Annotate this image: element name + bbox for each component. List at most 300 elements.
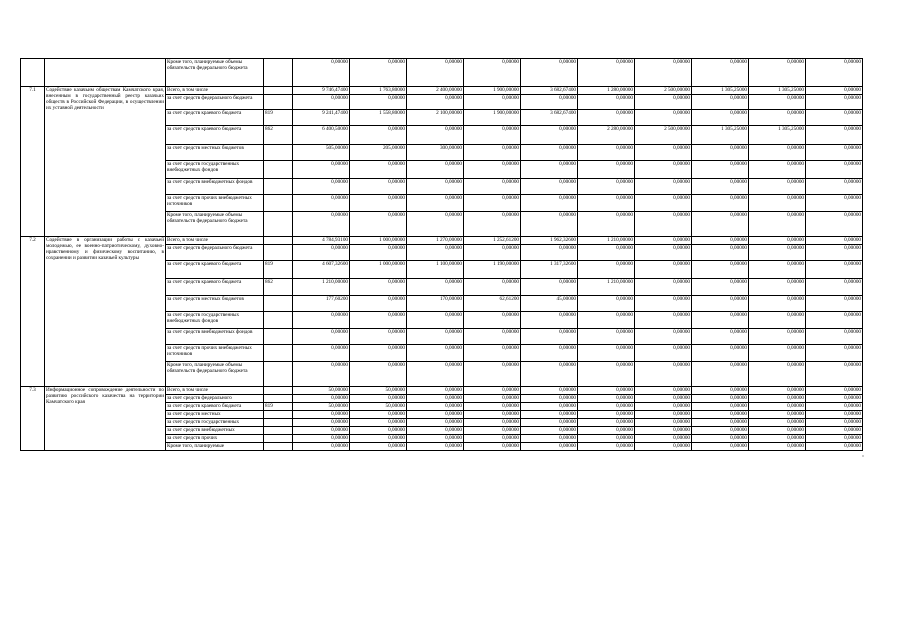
amount-cell: 0,00000 <box>521 403 578 411</box>
funding-source: за счет средств местных бюджетов <box>166 145 264 161</box>
amount-cell: 0,00000 <box>521 195 578 212</box>
amount-cell: 0,00000 <box>464 329 521 345</box>
amount-cell: 0,00000 <box>692 329 749 345</box>
funding-source: за счет средств государственных <box>166 419 264 427</box>
amount-cell: 0,00000 <box>578 387 635 395</box>
budget-code <box>264 443 293 451</box>
amount-cell: 0,00000 <box>749 403 806 411</box>
amount-cell: 0,00000 <box>692 296 749 312</box>
budget-code <box>264 345 293 362</box>
amount-cell: 0,00000 <box>464 411 521 419</box>
amount-cell: 0,00000 <box>578 145 635 161</box>
amount-cell: 0,00000 <box>464 145 521 161</box>
amount-cell: 0,00000 <box>806 145 863 161</box>
amount-cell: 0,00000 <box>464 312 521 329</box>
amount-cell: 0,00000 <box>578 110 635 126</box>
amount-cell: 0,00000 <box>692 435 749 443</box>
amount-cell: 0,00000 <box>635 110 692 126</box>
budget-code <box>264 362 293 387</box>
amount-cell: 6 400,50000 <box>293 126 350 145</box>
amount-cell: 0,00000 <box>692 427 749 435</box>
amount-cell: 0,00000 <box>350 345 407 362</box>
funding-source: за счет средств краевого бюджета <box>166 279 264 296</box>
funding-source: Кроме того, планируемые объемы обязательств федерального бюджета <box>166 59 264 87</box>
amount-cell: 0,00000 <box>692 95 749 110</box>
budget-code <box>264 296 293 312</box>
amount-cell: 0,00000 <box>407 312 464 329</box>
empty-cell <box>45 59 166 87</box>
amount-cell: 1 190,00000 <box>464 261 521 279</box>
amount-cell: 0,00000 <box>692 387 749 395</box>
amount-cell: 1 558,80000 <box>350 110 407 126</box>
amount-cell: 0,00000 <box>749 312 806 329</box>
amount-cell: 0,00000 <box>521 411 578 419</box>
amount-cell: 0,00000 <box>350 279 407 296</box>
amount-cell: 1 100,00000 <box>407 261 464 279</box>
amount-cell: 0,00000 <box>749 145 806 161</box>
amount-cell: 0,00000 <box>635 362 692 387</box>
amount-cell: 0,00000 <box>521 126 578 145</box>
budget-code <box>264 435 293 443</box>
amount-cell: 0,00000 <box>350 443 407 451</box>
amount-cell: 0,00000 <box>407 161 464 179</box>
amount-cell: 1 305,25000 <box>749 87 806 95</box>
amount-cell: 0,00000 <box>521 145 578 161</box>
funding-source: за счет средств федерального бюджета <box>166 95 264 110</box>
amount-cell: 0,00000 <box>635 261 692 279</box>
amount-cell: 0,00000 <box>692 312 749 329</box>
amount-cell: 0,00000 <box>806 59 863 87</box>
amount-cell: 0,00000 <box>749 387 806 395</box>
amount-cell: 0,00000 <box>578 427 635 435</box>
amount-cell: 0,00000 <box>806 279 863 296</box>
funding-source: за счет средств государственных внебюджетных фондов <box>166 312 264 329</box>
amount-cell: 177,60200 <box>293 296 350 312</box>
budget-code <box>264 427 293 435</box>
amount-cell: 0,00000 <box>407 179 464 195</box>
amount-cell: 0,00000 <box>806 95 863 110</box>
funding-source: за счет средств краевого бюджета <box>166 110 264 126</box>
amount-cell: 0,00000 <box>635 345 692 362</box>
amount-cell: 0,00000 <box>806 126 863 145</box>
amount-cell: 0,00000 <box>293 435 350 443</box>
section-index: 7.2 <box>21 237 45 387</box>
amount-cell: 0,00000 <box>749 279 806 296</box>
amount-cell: 0,00000 <box>464 59 521 87</box>
amount-cell: 1 210,00000 <box>293 279 350 296</box>
amount-cell: 0,00000 <box>806 237 863 245</box>
amount-cell: 0,00000 <box>806 435 863 443</box>
amount-cell: 0,00000 <box>350 435 407 443</box>
amount-cell: 0,00000 <box>407 435 464 443</box>
amount-cell: 0,00000 <box>578 435 635 443</box>
amount-cell: 0,00000 <box>692 345 749 362</box>
amount-cell: 0,00000 <box>407 279 464 296</box>
amount-cell: 2 400,00000 <box>407 87 464 95</box>
amount-cell: 0,00000 <box>578 59 635 87</box>
amount-cell: 0,00000 <box>521 387 578 395</box>
amount-cell: 505,00000 <box>293 145 350 161</box>
amount-cell: 1 210,00000 <box>578 237 635 245</box>
amount-cell: 0,00000 <box>749 443 806 451</box>
amount-cell: 1 280,00000 <box>578 87 635 95</box>
amount-cell: 0,00000 <box>806 296 863 312</box>
amount-cell: 0,00000 <box>635 329 692 345</box>
funding-source: Всего, в том числе <box>166 387 264 395</box>
amount-cell: 0,00000 <box>407 212 464 237</box>
amount-cell: 0,00000 <box>407 345 464 362</box>
amount-cell: 1 900,00000 <box>464 87 521 95</box>
amount-cell: 0,00000 <box>692 395 749 403</box>
amount-cell: 0,00000 <box>806 161 863 179</box>
amount-cell: 0,00000 <box>521 161 578 179</box>
amount-cell: 0,00000 <box>521 435 578 443</box>
amount-cell: 1 270,00000 <box>407 237 464 245</box>
amount-cell: 0,00000 <box>749 411 806 419</box>
section-description: Информационное сопровождение деятельности по развитию российского казачества на территории Камчатского края <box>45 387 166 451</box>
funding-source: за счет средств федерального бюджета <box>166 245 264 261</box>
budget-code <box>264 387 293 395</box>
amount-cell: 0,00000 <box>578 296 635 312</box>
amount-cell: 0,00000 <box>407 411 464 419</box>
amount-cell: 0,00000 <box>350 212 407 237</box>
amount-cell: 0,00000 <box>407 59 464 87</box>
funding-source: за счет средств государственных внебюджетных фондов <box>166 161 264 179</box>
amount-cell: 0,00000 <box>350 411 407 419</box>
amount-cell: 0,00000 <box>692 261 749 279</box>
amount-cell: 0,00000 <box>806 179 863 195</box>
amount-cell: 0,00000 <box>407 329 464 345</box>
budget-code: 819 <box>264 110 293 126</box>
amount-cell: 0,00000 <box>578 195 635 212</box>
amount-cell: 0,00000 <box>464 362 521 387</box>
amount-cell: 0,00000 <box>806 427 863 435</box>
amount-cell: 0,00000 <box>692 279 749 296</box>
amount-cell: 50,00000 <box>350 403 407 411</box>
funding-source: за счет средств внебюджетных фондов <box>166 329 264 345</box>
amount-cell: 0,00000 <box>464 245 521 261</box>
amount-cell: 0,00000 <box>635 411 692 419</box>
amount-cell: 1 763,80000 <box>350 87 407 95</box>
amount-cell: 0,00000 <box>635 95 692 110</box>
amount-cell: 0,00000 <box>692 237 749 245</box>
amount-cell: 0,00000 <box>293 362 350 387</box>
amount-cell: 0,00000 <box>521 395 578 403</box>
amount-cell: 0,00000 <box>464 179 521 195</box>
amount-cell: 0,00000 <box>464 419 521 427</box>
amount-cell: 0,00000 <box>293 312 350 329</box>
budget-code <box>264 59 293 87</box>
amount-cell: 0,00000 <box>350 161 407 179</box>
amount-cell: 0,00000 <box>635 179 692 195</box>
amount-cell: 2 500,00000 <box>635 87 692 95</box>
amount-cell: 0,00000 <box>749 110 806 126</box>
funding-source: за счет средств внебюджетных <box>166 427 264 435</box>
amount-cell: 0,00000 <box>407 245 464 261</box>
amount-cell: 0,00000 <box>407 387 464 395</box>
amount-cell: 0,00000 <box>692 161 749 179</box>
amount-cell: 0,00000 <box>749 59 806 87</box>
amount-cell: 0,00000 <box>464 403 521 411</box>
budget-code <box>264 161 293 179</box>
amount-cell: 0,00000 <box>806 362 863 387</box>
amount-cell: 0,00000 <box>350 312 407 329</box>
section-index: 7.3 <box>21 387 45 451</box>
amount-cell: 0,00000 <box>464 387 521 395</box>
amount-cell: 0,00000 <box>578 411 635 419</box>
amount-cell: 50,00000 <box>350 387 407 395</box>
amount-cell: 0,00000 <box>293 59 350 87</box>
amount-cell: 0,00000 <box>521 419 578 427</box>
funding-source: Всего, в том числе <box>166 87 264 95</box>
amount-cell: 0,00000 <box>407 419 464 427</box>
amount-cell: 1 000,00000 <box>350 237 407 245</box>
amount-cell: 0,00000 <box>749 212 806 237</box>
budget-code <box>264 145 293 161</box>
amount-cell: 62,61200 <box>464 296 521 312</box>
table-row <box>21 87 863 95</box>
amount-cell: 0,00000 <box>749 296 806 312</box>
amount-cell: 0,00000 <box>578 419 635 427</box>
amount-cell: 0,00000 <box>521 245 578 261</box>
amount-cell: 0,00000 <box>578 345 635 362</box>
amount-cell: 0,00000 <box>464 345 521 362</box>
amount-cell: 0,00000 <box>464 126 521 145</box>
amount-cell: 0,00000 <box>692 195 749 212</box>
amount-cell: 0,00000 <box>692 212 749 237</box>
amount-cell: 0,00000 <box>464 195 521 212</box>
amount-cell: 1 900,00000 <box>464 110 521 126</box>
amount-cell: 0,00000 <box>749 345 806 362</box>
amount-cell: 0,00000 <box>464 427 521 435</box>
amount-cell: 0,00000 <box>635 312 692 329</box>
amount-cell: 0,00000 <box>749 261 806 279</box>
amount-cell: 0,00000 <box>749 395 806 403</box>
amount-cell: 1 305,25000 <box>692 126 749 145</box>
amount-cell: 0,00000 <box>578 161 635 179</box>
amount-cell: 0,00000 <box>806 87 863 95</box>
amount-cell: 0,00000 <box>407 362 464 387</box>
amount-cell: 1 305,25000 <box>692 87 749 95</box>
amount-cell: 205,00000 <box>350 145 407 161</box>
footnote-mark: " <box>862 456 865 461</box>
section-description: Содействие казачьим обществам Камчатского края, внесенным в государственный реестр казачьих обществ в Российской Федерации, в осуществлении их уставной деятельности <box>45 87 166 237</box>
amount-cell: 0,00000 <box>692 145 749 161</box>
amount-cell: 0,00000 <box>293 212 350 237</box>
amount-cell: 0,00000 <box>521 212 578 237</box>
table-row <box>21 237 863 245</box>
amount-cell: 0,00000 <box>464 212 521 237</box>
amount-cell: 0,00000 <box>578 212 635 237</box>
amount-cell: 0,00000 <box>464 443 521 451</box>
amount-cell: 2 280,00000 <box>578 126 635 145</box>
amount-cell: 0,00000 <box>464 161 521 179</box>
budget-table <box>20 58 863 451</box>
table-row <box>21 59 863 87</box>
funding-source: за счет средств местных <box>166 411 264 419</box>
amount-cell: 0,00000 <box>407 403 464 411</box>
amount-cell: 0,00000 <box>806 345 863 362</box>
amount-cell: 0,00000 <box>350 95 407 110</box>
budget-code <box>264 312 293 329</box>
amount-cell: 3 682,67400 <box>521 110 578 126</box>
amount-cell: 0,00000 <box>749 362 806 387</box>
amount-cell: 170,00000 <box>407 296 464 312</box>
amount-cell: 0,00000 <box>407 443 464 451</box>
amount-cell: 1 252,61200 <box>464 237 521 245</box>
funding-source: Кроме того, планируемые объемы обязательств федерального бюджета <box>166 362 264 387</box>
amount-cell: 0,00000 <box>407 126 464 145</box>
amount-cell: 0,00000 <box>350 427 407 435</box>
amount-cell: 0,00000 <box>464 435 521 443</box>
amount-cell: 0,00000 <box>521 329 578 345</box>
amount-cell: 0,00000 <box>635 387 692 395</box>
amount-cell: 0,00000 <box>692 362 749 387</box>
amount-cell: 0,00000 <box>806 245 863 261</box>
budget-code: 862 <box>264 126 293 145</box>
amount-cell: 0,00000 <box>521 312 578 329</box>
amount-cell: 0,00000 <box>521 95 578 110</box>
amount-cell: 1 000,00000 <box>350 261 407 279</box>
amount-cell: 0,00000 <box>350 126 407 145</box>
amount-cell: 1 305,25000 <box>749 126 806 145</box>
amount-cell: 0,00000 <box>578 443 635 451</box>
amount-cell: 0,00000 <box>635 145 692 161</box>
amount-cell: 0,00000 <box>806 403 863 411</box>
section-index: 7.1 <box>21 87 45 237</box>
amount-cell: 0,00000 <box>521 443 578 451</box>
amount-cell: 0,00000 <box>806 261 863 279</box>
amount-cell: 0,00000 <box>407 95 464 110</box>
amount-cell: 0,00000 <box>806 419 863 427</box>
amount-cell: 0,00000 <box>350 59 407 87</box>
funding-source: за счет средств краевого бюджета <box>166 261 264 279</box>
amount-cell: 0,00000 <box>692 419 749 427</box>
amount-cell: 0,00000 <box>635 296 692 312</box>
amount-cell: 0,00000 <box>692 59 749 87</box>
amount-cell: 0,00000 <box>635 427 692 435</box>
amount-cell: 4 607,32600 <box>293 261 350 279</box>
amount-cell: 0,00000 <box>635 245 692 261</box>
amount-cell: 0,00000 <box>692 443 749 451</box>
amount-cell: 0,00000 <box>806 110 863 126</box>
amount-cell: 0,00000 <box>749 329 806 345</box>
amount-cell: 50,00000 <box>293 403 350 411</box>
amount-cell: 0,00000 <box>578 403 635 411</box>
amount-cell: 0,00000 <box>350 296 407 312</box>
amount-cell: 0,00000 <box>806 212 863 237</box>
amount-cell: 0,00000 <box>635 195 692 212</box>
amount-cell: 2 100,00000 <box>407 110 464 126</box>
amount-cell: 9 241,47400 <box>293 110 350 126</box>
budget-code <box>264 329 293 345</box>
amount-cell: 0,00000 <box>806 329 863 345</box>
amount-cell: 0,00000 <box>806 411 863 419</box>
amount-cell: 0,00000 <box>806 195 863 212</box>
amount-cell: 0,00000 <box>293 427 350 435</box>
funding-source: за счет средств прочих внебюджетных источников <box>166 195 264 212</box>
amount-cell: 0,00000 <box>350 419 407 427</box>
amount-cell: 0,00000 <box>293 411 350 419</box>
budget-code <box>264 179 293 195</box>
amount-cell: 0,00000 <box>521 427 578 435</box>
amount-cell: 0,00000 <box>692 245 749 261</box>
amount-cell: 0,00000 <box>407 427 464 435</box>
amount-cell: 0,00000 <box>806 395 863 403</box>
amount-cell: 0,00000 <box>578 329 635 345</box>
amount-cell: 0,00000 <box>635 212 692 237</box>
amount-cell: 0,00000 <box>464 395 521 403</box>
funding-source: за счет средств краевого бюджета <box>166 126 264 145</box>
funding-source: Кроме того, планируемые объемы обязательств федерального бюджета <box>166 212 264 237</box>
amount-cell: 0,00000 <box>578 312 635 329</box>
amount-cell: 45,00000 <box>521 296 578 312</box>
budget-code <box>264 245 293 261</box>
funding-source: за счет средств местных бюджетов <box>166 296 264 312</box>
budget-sheet <box>20 58 863 451</box>
amount-cell: 0,00000 <box>350 179 407 195</box>
amount-cell: 0,00000 <box>635 59 692 87</box>
amount-cell: 0,00000 <box>293 245 350 261</box>
amount-cell: 0,00000 <box>806 387 863 395</box>
amount-cell: 0,00000 <box>521 279 578 296</box>
amount-cell: 0,00000 <box>692 110 749 126</box>
amount-cell: 300,00000 <box>407 145 464 161</box>
funding-source: за счет средств прочих внебюджетных источников <box>166 345 264 362</box>
amount-cell: 0,00000 <box>635 279 692 296</box>
amount-cell: 1 317,32600 <box>521 261 578 279</box>
empty-cell <box>21 59 45 87</box>
budget-code <box>264 95 293 110</box>
amount-cell: 0,00000 <box>635 435 692 443</box>
amount-cell: 0,00000 <box>749 435 806 443</box>
funding-source: за счет средств краевого бюджета <box>166 403 264 411</box>
budget-code <box>264 395 293 403</box>
amount-cell: 0,00000 <box>635 403 692 411</box>
amount-cell: 0,00000 <box>521 179 578 195</box>
budget-code: 862 <box>264 279 293 296</box>
amount-cell: 0,00000 <box>464 279 521 296</box>
amount-cell: 3 682,67400 <box>521 87 578 95</box>
amount-cell: 0,00000 <box>578 261 635 279</box>
amount-cell: 0,00000 <box>692 179 749 195</box>
amount-cell: 0,00000 <box>578 95 635 110</box>
amount-cell: 0,00000 <box>350 329 407 345</box>
amount-cell: 0,00000 <box>749 95 806 110</box>
funding-source: за счет средств внебюджетных фондов <box>166 179 264 195</box>
budget-code <box>264 87 293 95</box>
amount-cell: 0,00000 <box>692 403 749 411</box>
amount-cell: 0,00000 <box>293 95 350 110</box>
budget-code <box>264 411 293 419</box>
amount-cell: 0,00000 <box>521 345 578 362</box>
amount-cell: 9 746,47400 <box>293 87 350 95</box>
amount-cell: 1 962,32600 <box>521 237 578 245</box>
amount-cell: 0,00000 <box>749 427 806 435</box>
budget-code: 819 <box>264 403 293 411</box>
section-description: Содействие в организации работы с казачьей молодежью, ее военно-патриотическому, духовно-нравственному и физическому воспитанию, в сохранении и развитии казачьей культуры <box>45 237 166 387</box>
amount-cell: 0,00000 <box>293 329 350 345</box>
amount-cell: 0,00000 <box>749 245 806 261</box>
amount-cell: 0,00000 <box>521 59 578 87</box>
amount-cell: 0,00000 <box>293 419 350 427</box>
amount-cell: 0,00000 <box>293 345 350 362</box>
amount-cell: 0,00000 <box>350 195 407 212</box>
amount-cell: 4 784,93100 <box>293 237 350 245</box>
budget-code <box>264 419 293 427</box>
amount-cell: 0,00000 <box>749 179 806 195</box>
amount-cell: 0,00000 <box>806 443 863 451</box>
